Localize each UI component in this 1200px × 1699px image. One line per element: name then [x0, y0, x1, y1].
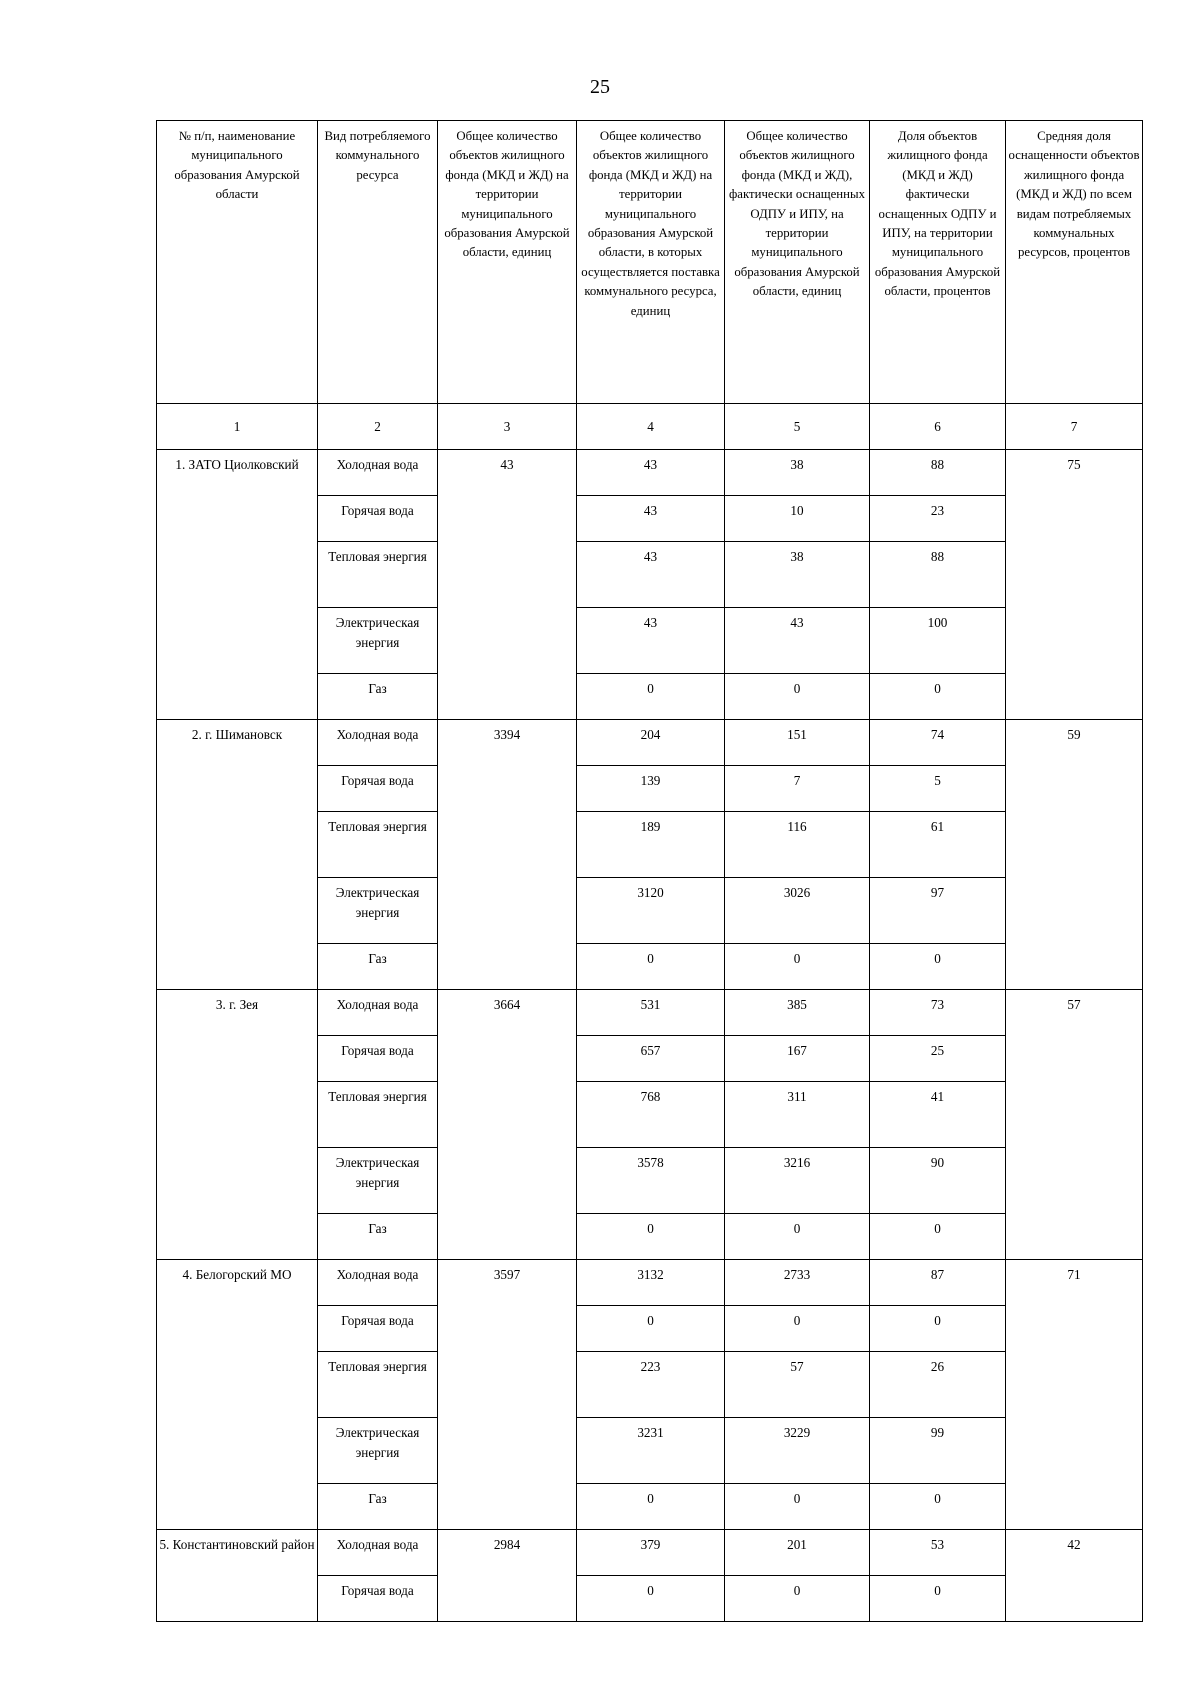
- average-share: 42: [1006, 1530, 1143, 1622]
- equipped-share: 25: [870, 1036, 1006, 1082]
- equipped-share: 23: [870, 496, 1006, 542]
- equipped-objects: 3216: [725, 1148, 870, 1214]
- supplied-objects: 379: [577, 1530, 725, 1576]
- equipped-share: 99: [870, 1418, 1006, 1484]
- resource-type: Электрическая энергия: [318, 1148, 438, 1214]
- equipped-objects: 385: [725, 990, 870, 1036]
- table-header-row: [157, 121, 1143, 404]
- resource-type: Холодная вода: [318, 450, 438, 496]
- equipped-share: 97: [870, 878, 1006, 944]
- total-objects: 3597: [438, 1260, 577, 1530]
- resource-type: Горячая вода: [318, 766, 438, 812]
- municipality-name: 3. г. Зея: [157, 990, 318, 1260]
- equipped-objects: 3026: [725, 878, 870, 944]
- supplied-objects: 223: [577, 1352, 725, 1418]
- column-number: 3: [438, 404, 577, 450]
- supplied-objects: 531: [577, 990, 725, 1036]
- header-equipped-objects: Общее количество объектов жилищного фонда (МКД и ЖД), фактически оснащенных ОДПУ и ИПУ, на территории муниципального образования Амурской области, единиц: [725, 121, 870, 404]
- total-objects: 2984: [438, 1530, 577, 1622]
- resource-type: Горячая вода: [318, 496, 438, 542]
- equipped-objects: 0: [725, 1306, 870, 1352]
- equipped-share: 0: [870, 944, 1006, 990]
- total-objects: 43: [438, 450, 577, 720]
- supplied-objects: 189: [577, 812, 725, 878]
- supplied-objects: 0: [577, 1214, 725, 1260]
- equipped-share: 0: [870, 674, 1006, 720]
- supplied-objects: 0: [577, 674, 725, 720]
- equipped-objects: 201: [725, 1530, 870, 1576]
- table-row: [157, 720, 1143, 766]
- supplied-objects: 43: [577, 608, 725, 674]
- supplied-objects: 3120: [577, 878, 725, 944]
- equipped-share: 88: [870, 542, 1006, 608]
- equipped-objects: 167: [725, 1036, 870, 1082]
- equipped-objects: 38: [725, 542, 870, 608]
- supplied-objects: 0: [577, 1484, 725, 1530]
- supplied-objects: 768: [577, 1082, 725, 1148]
- average-share: 59: [1006, 720, 1143, 990]
- equipped-share: 87: [870, 1260, 1006, 1306]
- header-supplied-objects: Общее количество объектов жилищного фонда (МКД и ЖД) на территории муниципального образования Амурской области, в которых осуществляется поставка коммунального ресурса, единиц: [577, 121, 725, 404]
- supplied-objects: 0: [577, 1576, 725, 1622]
- equipped-share: 73: [870, 990, 1006, 1036]
- equipped-objects: 0: [725, 1576, 870, 1622]
- equipped-objects: 0: [725, 944, 870, 990]
- supplied-objects: 3132: [577, 1260, 725, 1306]
- equipped-objects: 311: [725, 1082, 870, 1148]
- resource-type: Тепловая энергия: [318, 1082, 438, 1148]
- supplied-objects: 43: [577, 450, 725, 496]
- column-number: 4: [577, 404, 725, 450]
- equipped-objects: 0: [725, 674, 870, 720]
- equipped-objects: 0: [725, 1484, 870, 1530]
- equipped-objects: 7: [725, 766, 870, 812]
- municipality-name: 4. Белогорский МО: [157, 1260, 318, 1530]
- resource-type: Холодная вода: [318, 720, 438, 766]
- municipality-name: 5. Константиновский район: [157, 1530, 318, 1622]
- equipped-share: 61: [870, 812, 1006, 878]
- table-row: [157, 990, 1143, 1036]
- resource-type: Горячая вода: [318, 1036, 438, 1082]
- resource-type: Холодная вода: [318, 1530, 438, 1576]
- equipped-share: 100: [870, 608, 1006, 674]
- equipped-share: 26: [870, 1352, 1006, 1418]
- table-body: [157, 450, 1143, 1622]
- column-number: 5: [725, 404, 870, 450]
- equipped-objects: 3229: [725, 1418, 870, 1484]
- column-number: 6: [870, 404, 1006, 450]
- equipped-share: 0: [870, 1214, 1006, 1260]
- equipped-share: 0: [870, 1484, 1006, 1530]
- equipped-objects: 0: [725, 1214, 870, 1260]
- page-number: 25: [590, 76, 610, 98]
- resource-type: Электрическая энергия: [318, 1418, 438, 1484]
- equipped-share: 53: [870, 1530, 1006, 1576]
- equipped-share: 0: [870, 1576, 1006, 1622]
- equipped-share: 0: [870, 1306, 1006, 1352]
- resource-type: Газ: [318, 1484, 438, 1530]
- header-resource-type: Вид потребляемого коммунального ресурса: [318, 121, 438, 404]
- header-municipality: № п/п, наименование муниципального образования Амурской области: [157, 121, 318, 404]
- supplied-objects: 139: [577, 766, 725, 812]
- supplied-objects: 43: [577, 496, 725, 542]
- equipped-objects: 2733: [725, 1260, 870, 1306]
- table-row: [157, 1260, 1143, 1306]
- supplied-objects: 657: [577, 1036, 725, 1082]
- supplied-objects: 204: [577, 720, 725, 766]
- equipped-share: 90: [870, 1148, 1006, 1214]
- average-share: 71: [1006, 1260, 1143, 1530]
- header-equipped-share: Доля объектов жилищного фонда (МКД и ЖД) фактически оснащенных ОДПУ и ИПУ, на территории муниципального образования Амурской области, процентов: [870, 121, 1006, 404]
- resource-type: Горячая вода: [318, 1306, 438, 1352]
- column-number: 1: [157, 404, 318, 450]
- column-number: 2: [318, 404, 438, 450]
- supplied-objects: 3231: [577, 1418, 725, 1484]
- resource-type: Холодная вода: [318, 1260, 438, 1306]
- municipality-name: 2. г. Шимановск: [157, 720, 318, 990]
- header-average-share: Средняя доля оснащенности объектов жилищного фонда (МКД и ЖД) по всем видам потребляемых коммунальных ресурсов, процентов: [1006, 121, 1143, 404]
- header-total-objects: Общее количество объектов жилищного фонда (МКД и ЖД) на территории муниципального образования Амурской области, единиц: [438, 121, 577, 404]
- equipped-share: 88: [870, 450, 1006, 496]
- table-row: [157, 450, 1143, 496]
- table-row: [157, 1530, 1143, 1576]
- resource-type: Тепловая энергия: [318, 542, 438, 608]
- resource-type: Тепловая энергия: [318, 1352, 438, 1418]
- equipped-objects: 151: [725, 720, 870, 766]
- supplied-objects: 0: [577, 1306, 725, 1352]
- resource-type: Газ: [318, 674, 438, 720]
- resource-type: Тепловая энергия: [318, 812, 438, 878]
- equipped-objects: 43: [725, 608, 870, 674]
- equipped-objects: 116: [725, 812, 870, 878]
- resource-type: Электрическая энергия: [318, 608, 438, 674]
- municipality-name: 1. ЗАТО Циолковский: [157, 450, 318, 720]
- resource-type: Электрическая энергия: [318, 878, 438, 944]
- supplied-objects: 0: [577, 944, 725, 990]
- supplied-objects: 43: [577, 542, 725, 608]
- supplied-objects: 3578: [577, 1148, 725, 1214]
- equipped-objects: 57: [725, 1352, 870, 1418]
- meter-equipment-table: [156, 120, 1143, 1622]
- equipped-share: 5: [870, 766, 1006, 812]
- equipped-share: 41: [870, 1082, 1006, 1148]
- equipped-share: 74: [870, 720, 1006, 766]
- equipped-objects: 38: [725, 450, 870, 496]
- equipped-objects: 10: [725, 496, 870, 542]
- total-objects: 3664: [438, 990, 577, 1260]
- resource-type: Холодная вода: [318, 990, 438, 1036]
- total-objects: 3394: [438, 720, 577, 990]
- average-share: 75: [1006, 450, 1143, 720]
- resource-type: Газ: [318, 1214, 438, 1260]
- resource-type: Газ: [318, 944, 438, 990]
- average-share: 57: [1006, 990, 1143, 1260]
- column-number-row: [157, 404, 1143, 450]
- resource-type: Горячая вода: [318, 1576, 438, 1622]
- column-number: 7: [1006, 404, 1143, 450]
